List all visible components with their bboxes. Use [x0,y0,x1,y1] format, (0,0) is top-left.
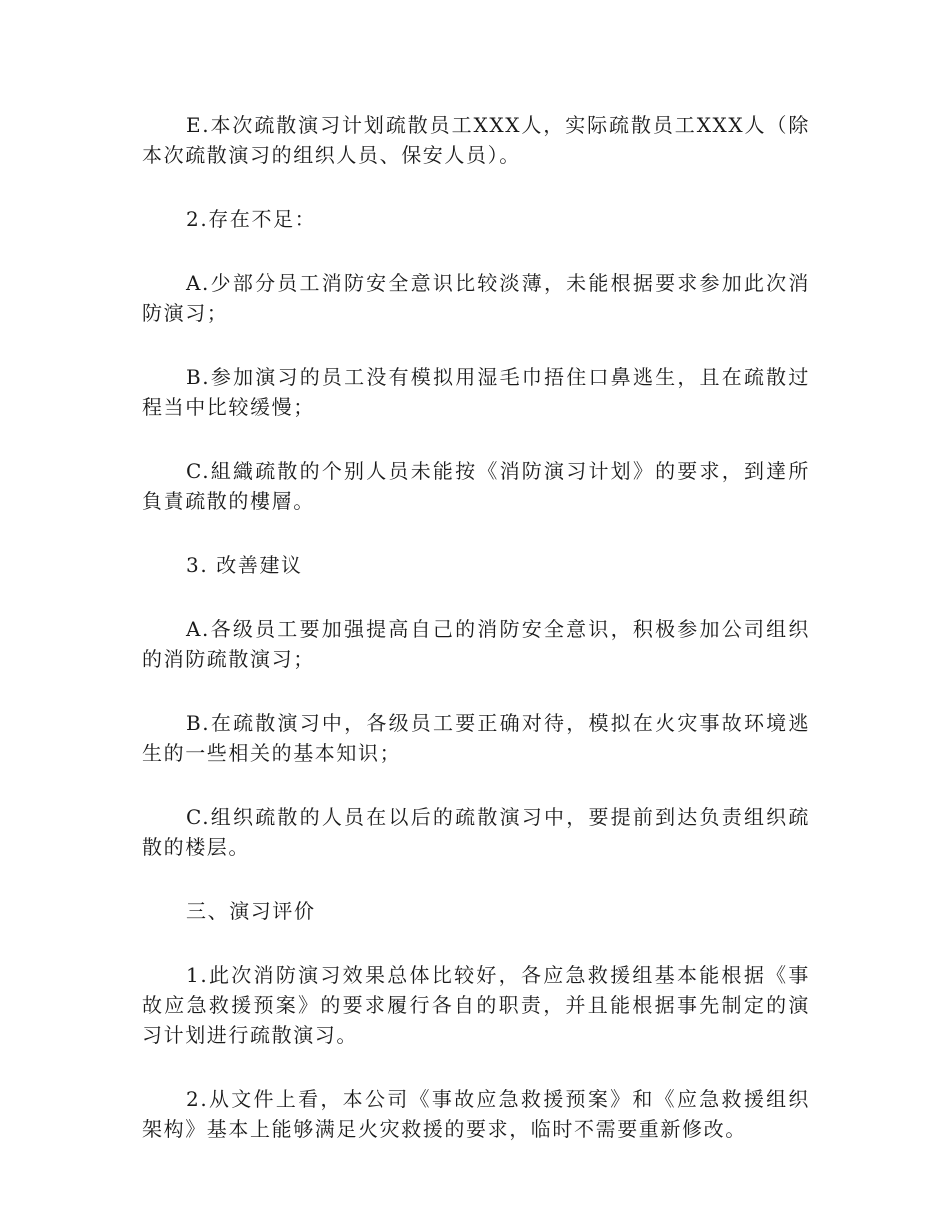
document-page [142,110,810,1144]
paragraph-shortcoming-c: C.組織疏散的个别人员未能按《消防演习计划》的要求，到達所負責疏散的樓層。 [142,459,810,513]
heading-shortcomings: 2.存在不足： [186,207,317,231]
paragraph-suggestion-c: C.组织疏散的人员在以后的疏散演习中，要提前到达负责组织疏散的楼层。 [142,805,810,859]
paragraph-evaluation-1: 1.此次消防演习效果总体比较好，各应急救援组基本能根据《事故应急救援预案》的要求履行各自的职责，并且能根据事先制定的演习计划进行疏散演习。 [142,963,810,1047]
paragraph-shortcoming-a: A.少部分员工消防安全意识比较淡薄，未能根据要求参加此次消防演习； [142,271,810,325]
paragraph-shortcoming-b: B.参加演习的员工没有模拟用湿毛巾捂住口鼻逃生，且在疏散过程当中比较缓慢； [142,365,810,419]
heading-improvement-suggestions: 3. 改善建议 [186,553,303,577]
heading-drill-evaluation: 三、演习评价 [186,899,316,923]
paragraph-suggestion-b: B.在疏散演习中，各级员工要正确对待，模拟在火灾事故环境逃生的一些相关的基本知识； [142,711,810,765]
paragraph-evaluation-2: 2.从文件上看，本公司《事故应急救援预案》和《应急救援组织架构》基本上能够满足火灾救援的要求，临时不需要重新修改。 [142,1087,810,1141]
paragraph-e-evacuation-count: E.本次疏散演习计划疏散员工XXX人，实际疏散员工XXX人（除本次疏散演习的组织人员、保安人员）。 [142,113,810,167]
paragraph-suggestion-a: A.各级员工要加强提高自己的消防安全意识，积极参加公司组织的消防疏散演习； [142,617,810,671]
